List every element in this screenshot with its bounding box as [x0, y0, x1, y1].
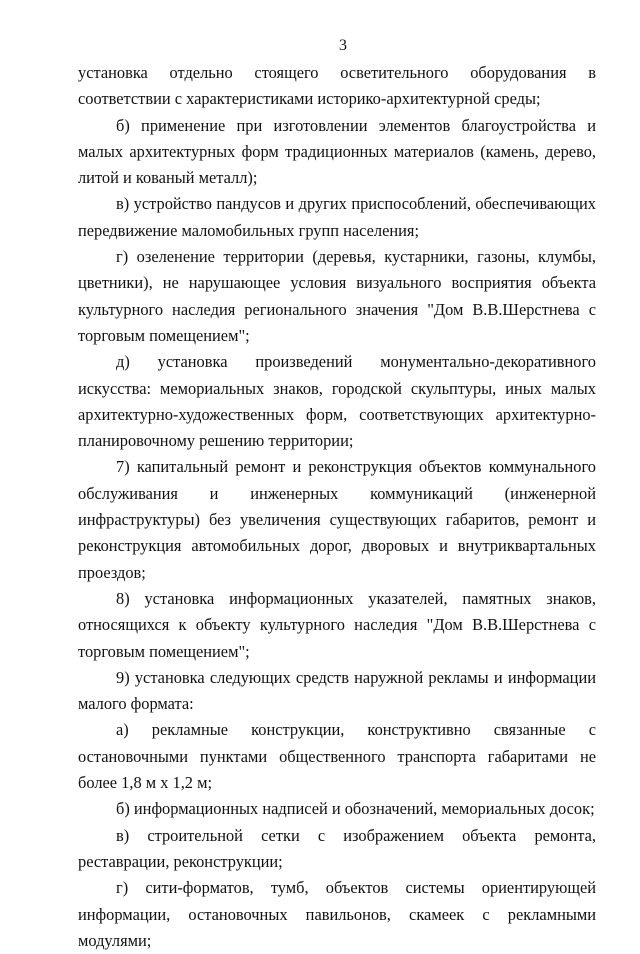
page-number: 3	[339, 37, 347, 54]
paragraph: г) сити-форматов, тумб, объектов системы ориентирующей информации, остановочных павильонов, скамеек с рекламными модулями;	[78, 878, 596, 950]
paragraph: б) информационных надписей и обозначений, мемориальных досок;	[116, 799, 595, 819]
paragraph: 7) капитальный ремонт и реконструкция объектов коммунального обслуживания и инженерных коммуникаций (инженерной инфраструктуры) без увеличения существующих габаритов, ремонт и реконструкция автомобильных дорог, дворовых и внутриквартальных проездов;	[78, 457, 596, 582]
paragraph: а) рекламные конструкции, конструктивно связанные с остановочными пунктами общественного транспорта габаритами не более 1,8 м х 1,2 м;	[78, 720, 596, 793]
paragraph: установка отдельно стоящего осветительного оборудования в соответствии с характеристиками историко-архитектурной среды;	[78, 63, 596, 109]
paragraph: г) озеленение территории (деревья, кустарники, газоны, клумбы, цветники), не нарушающее условия визуального восприятия объекта культурного наследия регионального значения "Дом В.В.Шерстнева с торговым помещением";	[78, 247, 596, 345]
paragraph: в) устройство пандусов и других приспособлений, обеспечивающих передвижение маломобильных групп населения;	[78, 194, 596, 240]
paragraph: в) строительной сетки с изображением объекта ремонта, реставрации, реконструкции;	[78, 825, 596, 871]
paragraph: б) применение при изготовлении элементов благоустройства и малых архитектурных форм традиционных материалов (камень, дерево, литой и кованый металл);	[78, 115, 596, 188]
document-body	[78, 60, 596, 954]
paragraph: 9) установка следующих средств наружной рекламы и информации малого формата:	[78, 667, 596, 714]
paragraph: 8) установка информационных указателей, памятных знаков, относящихся к объекту культурного наследия "Дом В.В.Шерстнева с торговым помещением";	[78, 588, 596, 661]
paragraph: д) установка произведений монументально-декоративного искусства: мемориальных знаков, городской скульптуры, иных малых архитектурно-художественных форм, соответствующих архитектурно-планировочному решению территории;	[78, 352, 596, 451]
